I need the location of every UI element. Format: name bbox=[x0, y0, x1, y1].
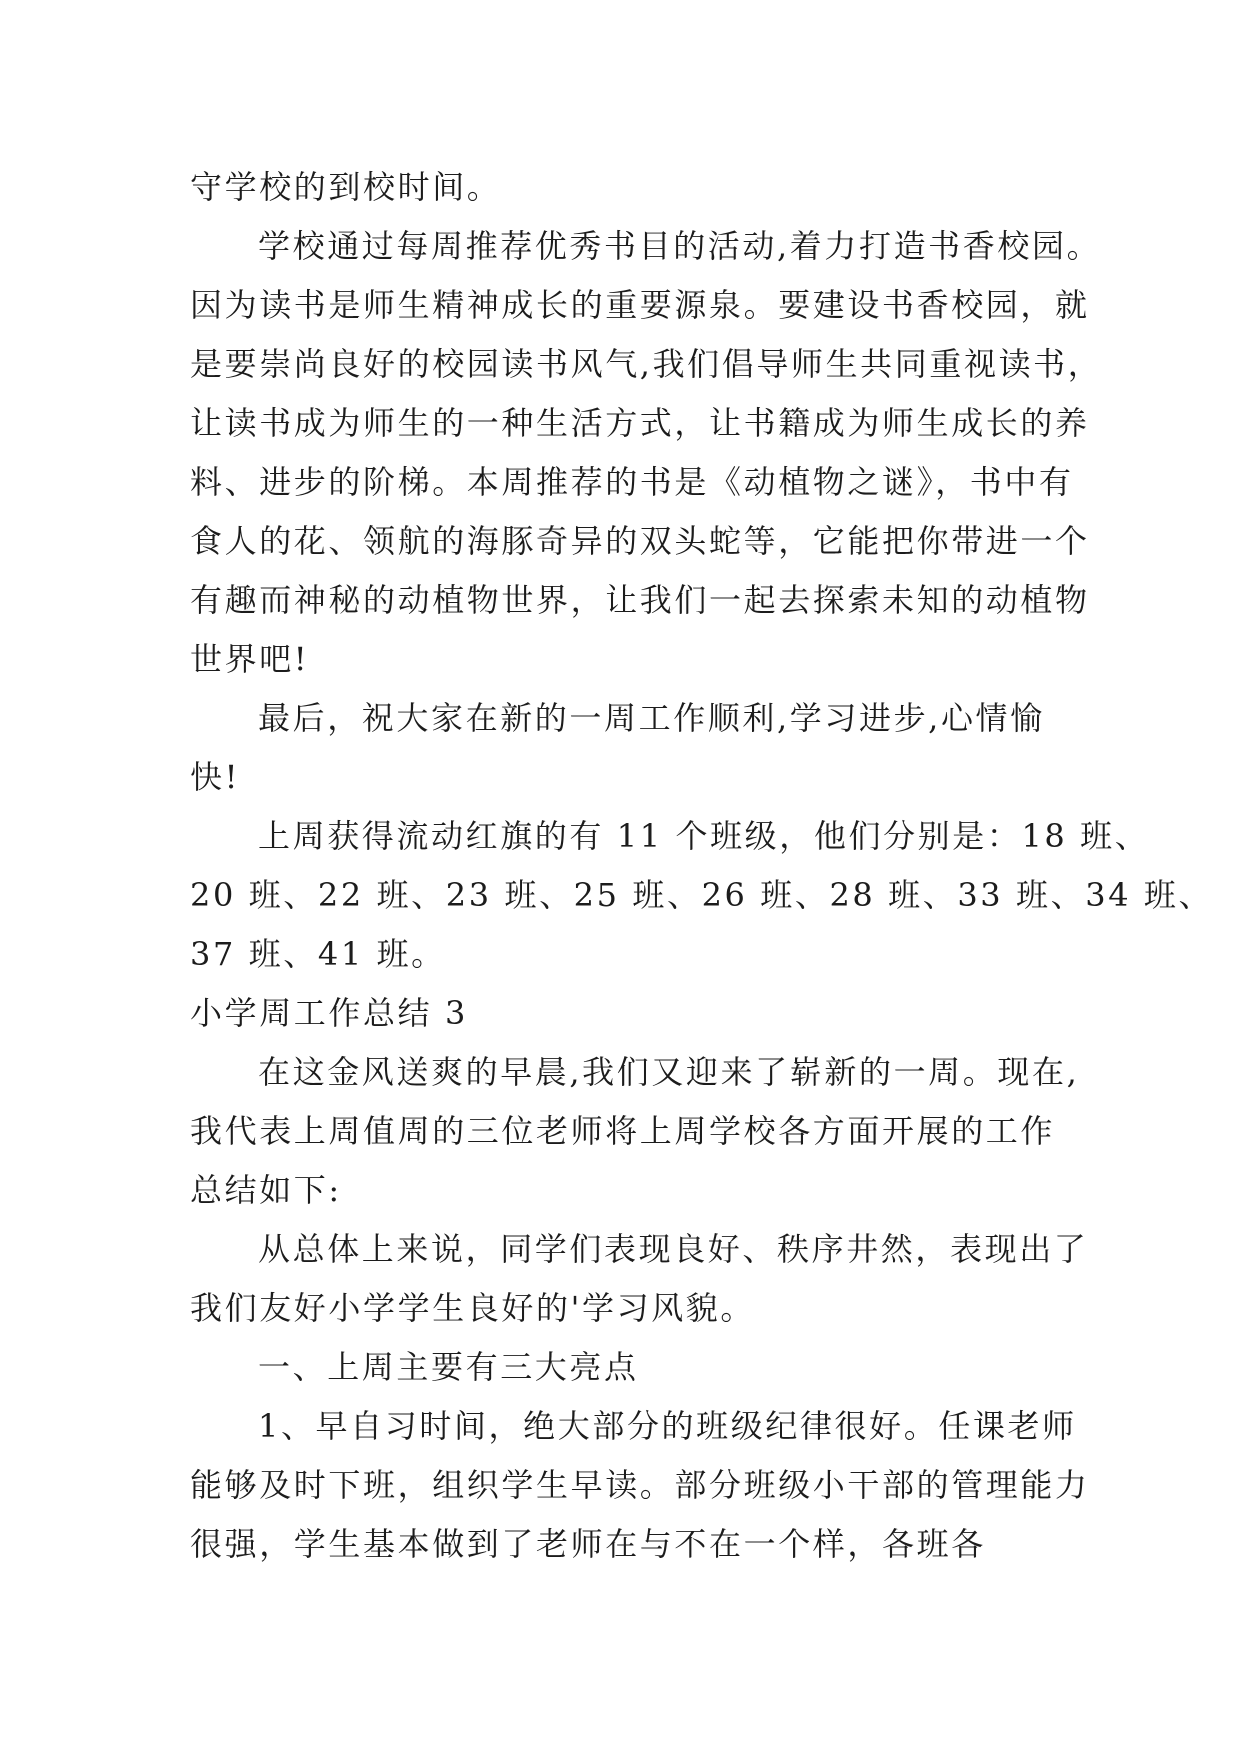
text-line: 守学校的到校时间。 bbox=[190, 168, 502, 206]
text-line: 让读书成为师生的一种生活方式，让书籍成为师生成长的养 bbox=[190, 404, 1090, 442]
text-line: 37 班、41 班。 bbox=[190, 935, 446, 973]
text-line: 世界吧! bbox=[190, 640, 310, 678]
text-line: 我代表上周值周的三位老师将上周学校各方面开展的工作 bbox=[190, 1112, 1056, 1150]
text-line: 有趣而神秘的动植物世界，让我们一起去探索未知的动植物 bbox=[190, 581, 1090, 619]
text-line: 上周获得流动红旗的有 11 个班级，他们分别是：18 班、 bbox=[258, 817, 1150, 855]
text-line: 总结如下: bbox=[190, 1171, 342, 1209]
text-line: 快! bbox=[190, 758, 241, 796]
text-line: 食人的花、领航的海豚奇异的双头蛇等，它能把你带进一个 bbox=[190, 522, 1090, 560]
text-line: 很强，学生基本做到了老师在与不在一个样，各班各 bbox=[190, 1525, 986, 1563]
section-heading: 小学周工作总结 3 bbox=[190, 994, 468, 1032]
document-body bbox=[190, 158, 1214, 1574]
text-line: 料、进步的阶梯。本周推荐的书是《动植物之谜》，书中有 bbox=[190, 463, 1074, 501]
text-line: 我们友好小学学生良好的'学习风貌。 bbox=[190, 1289, 755, 1327]
text-line: 在这金风送爽的早晨,我们又迎来了崭新的一周。现在, bbox=[258, 1053, 1080, 1091]
text-line: 20 班、22 班、23 班、25 班、26 班、28 班、33 班、34 班、 bbox=[190, 876, 1214, 914]
text-line: 是要崇尚良好的校园读书风气,我们倡导师生共同重视读书， bbox=[190, 345, 1103, 383]
text-line: 从总体上来说，同学们表现良好、秩序井然，表现出了 bbox=[258, 1230, 1089, 1268]
text-line: 一、上周主要有三大亮点 bbox=[258, 1348, 639, 1386]
text-line: 最后，祝大家在新的一周工作顺利,学习进步,心情愉 bbox=[258, 699, 1045, 737]
text-line: 因为读书是师生精神成长的重要源泉。要建设书香校园，就 bbox=[190, 286, 1090, 324]
text-line: 能够及时下班，组织学生早读。部分班级小干部的管理能力 bbox=[190, 1466, 1090, 1504]
text-line: 学校通过每周推荐优秀书目的活动,着力打造书香校园。 bbox=[258, 227, 1102, 265]
text-line: 1、早自习时间，绝大部分的班级纪律很好。任课老师 bbox=[258, 1407, 1077, 1445]
